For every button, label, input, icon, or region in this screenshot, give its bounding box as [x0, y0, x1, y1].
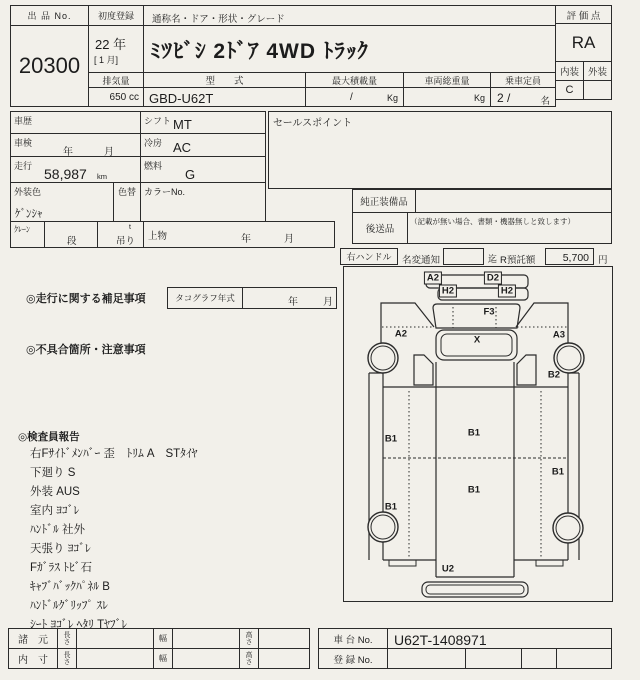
- shift-label: シフト: [144, 116, 172, 126]
- defects-title: ◎不具合箇所・注意事項: [26, 344, 146, 356]
- exterior-label: 外装: [583, 61, 612, 81]
- inspection-month: 月: [104, 147, 114, 158]
- inner-dims-row-label: 内 寸: [8, 648, 58, 669]
- inspector-report-title: ◎検査員報告: [18, 431, 80, 443]
- registration-no-cell-3: [521, 648, 557, 669]
- model-code-label: 型 式: [143, 72, 306, 88]
- crane-stage-cell: [44, 221, 98, 248]
- inner-height-value: [258, 648, 310, 669]
- specs-length-value: [76, 628, 154, 649]
- exterior-score: [583, 80, 612, 100]
- inspector-report-item: ﾊﾝﾄﾞﾙｸﾞﾘｯﾌﾟ ｽﾚ: [30, 600, 108, 612]
- tachograph-year: 年: [288, 297, 298, 308]
- vehicle-name-cell: [143, 25, 556, 73]
- inner-height-label: [239, 648, 259, 669]
- recycle-deposit-value: 5,700: [562, 252, 589, 264]
- height-label-text: 高さ: [245, 651, 253, 666]
- color-change-label: 色替: [118, 187, 137, 197]
- inspector-report-list: [30, 445, 197, 635]
- body-color-label: 外装色: [14, 187, 42, 197]
- color-change-cell: [113, 182, 141, 222]
- first-registration-label: 初度登録: [88, 5, 144, 26]
- auction-no-label: 出 品 No.: [10, 5, 89, 26]
- damage-code: H2: [439, 285, 457, 298]
- tachograph-label: タコグラフ年式: [167, 287, 243, 309]
- crane-lift-cell: [97, 221, 144, 248]
- later-delivery-label: 後送品: [352, 212, 408, 244]
- mileage-note-title: ◎走行に関する補足事項: [26, 293, 146, 305]
- inspector-report-item: ﾊﾝﾄﾞﾙ 社外: [30, 524, 85, 536]
- sales-point-label: セールスポイント: [273, 118, 353, 129]
- tachograph-value-cell: [242, 287, 337, 309]
- chassis-no-label: 車 台 No.: [318, 628, 388, 649]
- upper-body-cell: [143, 221, 335, 248]
- score-label: 評 価 点: [555, 5, 612, 24]
- damage-code: B1: [467, 427, 481, 439]
- specs-width-value: [172, 628, 240, 649]
- color-no-cell: [140, 182, 266, 222]
- damage-code: H2: [498, 285, 516, 298]
- capacity-unit: 名: [540, 96, 550, 107]
- capacity-cell: [490, 87, 556, 107]
- crane-lift-t: t: [129, 224, 131, 231]
- body-color-cell: [10, 182, 114, 222]
- max-load-unit: Kg: [386, 93, 398, 103]
- max-load-cell: [305, 87, 404, 107]
- interior-label: 内装: [555, 61, 584, 81]
- gross-weight-label: 車両総重量: [403, 72, 491, 88]
- damage-code: A2: [424, 272, 442, 285]
- mileage-cell: [10, 156, 141, 183]
- fuel-value: G: [185, 167, 196, 182]
- right-handle-badge: 右ハンドル: [340, 248, 398, 265]
- inspector-report-item: 室内 ﾖｺﾞﾚ: [30, 505, 80, 517]
- damage-code: X: [473, 334, 481, 346]
- mileage-label: 走行: [14, 161, 33, 171]
- history-cell: [10, 111, 141, 134]
- damage-code: A2: [394, 328, 408, 340]
- height-label-text: 高さ: [245, 631, 253, 646]
- specs-width-label: 幅: [153, 628, 173, 649]
- registration-no-cell-1: [387, 648, 466, 669]
- inspection-label: 車検: [14, 138, 33, 148]
- fuel-cell: [140, 156, 266, 183]
- damage-code: B1: [384, 501, 398, 513]
- oem-equipment-value: [415, 189, 612, 213]
- inspector-report-item: 外装 AUS: [30, 486, 80, 498]
- length-label-text: 長さ: [63, 631, 71, 646]
- length-label-text: 長さ: [63, 651, 71, 666]
- damage-diagram: [343, 266, 613, 602]
- inspector-report-item: 天張り ﾖｺﾞﾚ: [30, 543, 91, 555]
- upper-body-label: 上物: [148, 231, 168, 242]
- inner-length-label: [57, 648, 77, 669]
- inspector-report-item: ｷｬﾌﾞﾊﾞｯｸﾊﾟﾈﾙ B: [30, 581, 110, 593]
- mileage-value: 58,987: [44, 166, 87, 182]
- oem-equipment-label: 純正装備品: [352, 189, 416, 213]
- damage-code: B1: [467, 484, 481, 496]
- interior-score: C: [555, 80, 584, 100]
- gross-weight-cell: [403, 87, 491, 107]
- model-code-value: GBD-U62T: [149, 91, 214, 106]
- auction-no-value: 20300: [10, 25, 89, 107]
- registration-no-cell-2: [465, 648, 522, 669]
- specs-length-label: [57, 628, 77, 649]
- registration-no-cell-4: [556, 648, 612, 669]
- inspection-year: 年: [63, 147, 73, 158]
- inner-width-value: [172, 648, 240, 669]
- damage-code: F3: [483, 306, 495, 318]
- damage-code: U2: [441, 563, 455, 575]
- color-no-label: カラーNo.: [144, 187, 186, 197]
- inspector-report-item: 右Fｻｲﾄﾞﾒﾝﾊﾞｰ 歪 ﾄﾘﾑ A STﾀｲﾔ: [30, 448, 198, 460]
- name-change-label: 名変通知: [402, 255, 441, 266]
- inspection-cell: [10, 133, 141, 157]
- tachograph-month: 月: [323, 297, 333, 308]
- displacement-value-cell: [88, 87, 144, 107]
- aircon-value: AC: [173, 140, 192, 155]
- vehicle-name-header: [143, 5, 556, 26]
- fuel-label: 燃料: [144, 161, 163, 171]
- inspector-report-item: ｼｰﾄ ﾖｺﾞﾚ ﾍﾀﾘ Tﾔﾌﾞﾚ: [30, 619, 128, 631]
- registration-no-label: 登 録 No.: [318, 648, 388, 669]
- yen-label: 円: [598, 255, 608, 266]
- damage-code: D2: [484, 272, 502, 285]
- max-load-label: 最大積載量: [305, 72, 404, 88]
- capacity-value: 2 /: [497, 91, 511, 105]
- sales-point-box: [268, 111, 612, 189]
- gross-weight-unit: Kg: [473, 93, 485, 103]
- upper-body-month: 月: [284, 234, 294, 245]
- shift-value: MT: [173, 117, 192, 132]
- history-label: 車歴: [14, 116, 33, 126]
- damage-code: B2: [547, 369, 561, 381]
- damage-code: B1: [551, 466, 565, 478]
- first-registration-year: 22 年: [95, 37, 127, 52]
- recycle-deposit-label: R預託額: [500, 255, 536, 266]
- first-registration-value: [88, 25, 144, 73]
- chassis-no-value: U62T-1408971: [394, 632, 487, 648]
- aircon-cell: [140, 133, 266, 157]
- displacement-label: 排気量: [88, 72, 144, 88]
- aircon-label: 冷房: [144, 138, 163, 148]
- damage-code: A3: [552, 329, 566, 341]
- crane-stage-label: 段: [67, 236, 77, 247]
- specs-row-label: 諸 元: [8, 628, 58, 649]
- chassis-no-cell: [387, 628, 612, 649]
- name-change-value: [443, 248, 484, 265]
- inspector-report-item: 下廻り S: [30, 467, 76, 479]
- crane-lift-label: 吊り: [115, 236, 135, 247]
- inner-width-label: 幅: [153, 648, 173, 669]
- later-delivery-cell: [407, 212, 612, 244]
- crane-label: ｸﾚｰﾝ: [14, 225, 30, 234]
- model-code-cell: [143, 87, 306, 107]
- upper-body-year: 年: [241, 234, 251, 245]
- vehicle-name-header-text: 通称名・ドア・形状・グレード: [152, 14, 285, 25]
- specs-height-label: [239, 628, 259, 649]
- inner-length-value: [76, 648, 154, 669]
- name-change-until: 迄: [488, 254, 498, 264]
- inspector-report-item: Fｶﾞﾗｽ ﾄﾋﾞ石: [30, 562, 92, 574]
- displacement-value: 650 cc: [109, 92, 139, 103]
- shift-cell: [140, 111, 266, 134]
- later-delivery-note: （記載が無い場合、書類・機器無しと致します）: [410, 217, 575, 226]
- mileage-unit: km: [97, 172, 107, 181]
- specs-height-value: [258, 628, 310, 649]
- damage-code: B1: [384, 433, 398, 445]
- score-value: RA: [555, 23, 612, 62]
- max-load-value: /: [350, 92, 353, 103]
- capacity-label: 乗車定員: [490, 72, 556, 88]
- vehicle-name: ﾐﾂﾋﾞｼ 2ﾄﾞｱ 4WD ﾄﾗｯｸ: [150, 40, 369, 63]
- crane-cell: [10, 221, 45, 248]
- first-registration-month: [ 1 月]: [94, 55, 119, 65]
- recycle-deposit-cell: [545, 248, 594, 265]
- body-color-value: ｹﾞﾝｼｬ: [15, 208, 43, 220]
